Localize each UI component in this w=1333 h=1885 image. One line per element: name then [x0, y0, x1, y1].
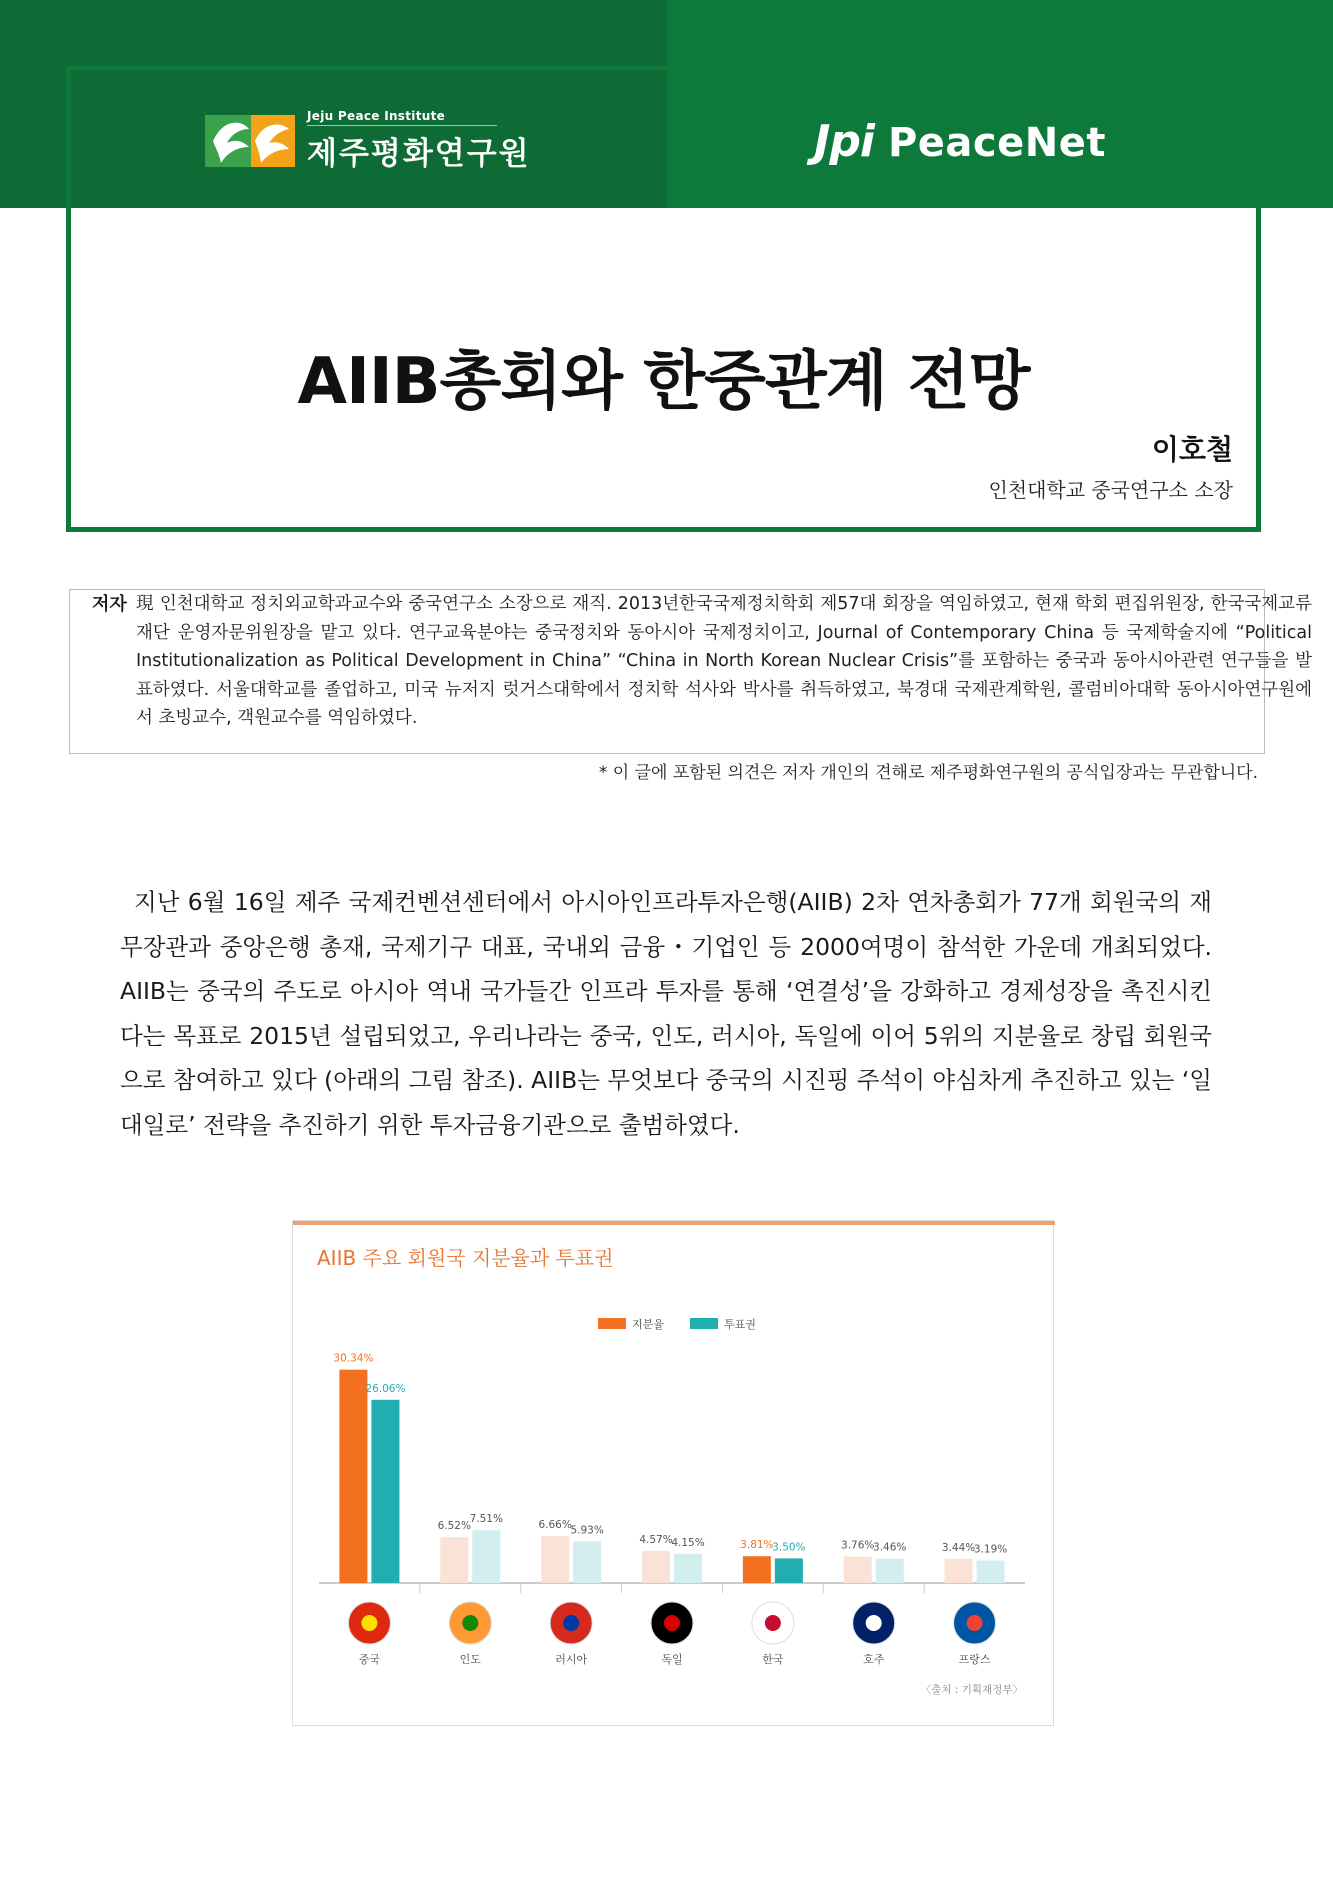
bar-vote — [674, 1554, 702, 1583]
bar-share — [844, 1557, 872, 1583]
flag-icon-emblem — [563, 1615, 579, 1631]
institute-name-ko: 제주평화연구원 — [307, 136, 531, 172]
bar-share — [440, 1537, 468, 1583]
author-affiliation: 인천대학교 중국연구소 소장 — [988, 478, 1233, 502]
bar-vote — [977, 1561, 1005, 1583]
bar-vote — [876, 1559, 904, 1583]
author-bio-box — [69, 589, 1312, 754]
author-name: 이호철 — [1151, 433, 1233, 466]
bar-share — [743, 1556, 771, 1583]
peacenet-logo — [814, 116, 1106, 167]
data-label-share: 4.57% — [639, 1533, 673, 1546]
chart-source: 〈출처 : 기획재정부〉 — [920, 1684, 1023, 1696]
data-label-share: 3.44% — [941, 1541, 976, 1554]
legend-label-vote: 투표권 — [724, 1318, 756, 1331]
category-label: 한국 — [762, 1653, 784, 1666]
flag-icon-emblem — [866, 1615, 882, 1631]
data-label-share: 3.76% — [841, 1539, 875, 1552]
chart-top-accent — [293, 1221, 1055, 1225]
institute-name-en: Jeju Peace Institute — [307, 109, 497, 126]
aiib-chart — [292, 1220, 1054, 1726]
bar-vote — [371, 1400, 399, 1583]
data-label-vote: 7.51% — [469, 1513, 503, 1526]
data-label-vote: 5.93% — [570, 1524, 604, 1537]
document-title: AIIB총회와 한중관계 전망 — [297, 345, 1030, 419]
category-label: 호주 — [863, 1653, 885, 1666]
bio-text: 現 인천대학교 정치외교학과교수와 중국연구소 소장으로 재직. 2013년한국국제정치학회 제57대 회장을 역임하였고, 현재 학회 편집위원장, 한국국제교류재단 운영자문위원장을 맡고 있다. 연구교육분야는 중국정치와 동아시아 국제정치이고, Journal of Contemporary China 등 국제학술지에 “Political Institutionalization as Political Development in China” “China in North Korean Nuclear Crisis”를 포함하는 중국과 동아시아관련 연구들을 발표하였다. 서울대학교를 졸업하고, 미국 뉴저지 럿거스대학에서 정치학 석사와 박사를 취득하였고, 북경대 국제관계학원, 콜럼비아대학 동아시아연구원에서 초빙교수, 객원교수를 역임하였다. — [136, 594, 1312, 728]
legend-swatch-share — [598, 1318, 626, 1329]
flag-icon-emblem — [462, 1615, 478, 1631]
data-label-vote: 4.15% — [671, 1536, 705, 1549]
data-label-vote: 3.19% — [973, 1543, 1008, 1556]
flag-icon-emblem — [664, 1615, 680, 1631]
category-label: 중국 — [358, 1653, 381, 1666]
data-label-vote: 3.46% — [873, 1541, 907, 1554]
data-label-vote: 3.50% — [772, 1541, 806, 1554]
data-label-share: 3.81% — [740, 1539, 774, 1552]
legend-label-share: 지분율 — [632, 1318, 664, 1331]
jpi-wordmark: Jpi — [814, 116, 874, 167]
disclaimer-note: * 이 글에 포함된 의견은 저자 개인의 견해로 제주평화연구원의 공식입장과는 무관합니다. — [598, 763, 1258, 783]
bar-share — [541, 1536, 569, 1583]
dove-logo-icon — [205, 109, 295, 173]
chart-svg — [293, 1221, 1055, 1727]
body-paragraph: 지난 6월 16일 제주 국제컨벤션센터에서 아시아인프라투자은행(AIIB) 2차 연차총회가 77개 회원국의 재무장관과 중앙은행 총재, 국제기구 대표, 국내외 금융・기업인 등 2000여명이 참석한 가운데 개최되었다. AIIB는 중국의 주도로 아시아 역내 국가들간 인프라 투자를 통해 ‘연결성’을 강화하고 경제성장을 촉진시킨다는 목표로 2015년 설립되었고, 우리나라는 중국, 인도, 러시아, 독일에 이어 5위의 지분율로 창립 회원국으로 참여하고 있다 (아래의 그림 참조). AIIB는 무엇보다 중국의 시진핑 주석이 야심차게 추진하고 있는 ‘일대일로’ 전략을 추진하기 위한 투자금융기관으로 출범하였다. — [120, 888, 1212, 1139]
category-label: 독일 — [661, 1653, 683, 1666]
peacenet-wordmark: PeaceNet — [887, 120, 1106, 166]
data-label-share: 6.52% — [437, 1520, 471, 1533]
bar-vote — [573, 1541, 601, 1583]
bar-share — [339, 1370, 367, 1583]
jeju-peace-institute-logo — [205, 106, 531, 176]
flag-icon-emblem — [765, 1615, 781, 1631]
body-text — [120, 880, 1212, 1147]
bar-share — [945, 1559, 973, 1583]
data-label-share: 30.34% — [333, 1352, 374, 1365]
bar-vote — [472, 1530, 500, 1583]
bio-label: 저자 — [92, 594, 127, 615]
bar-vote — [775, 1558, 803, 1583]
category-label: 인도 — [459, 1653, 481, 1666]
chart-title: AIIB 주요 회원국 지분율과 투표권 — [317, 1246, 614, 1270]
legend-swatch-vote — [690, 1318, 718, 1329]
category-label: 프랑스 — [958, 1653, 991, 1666]
flag-icon-emblem — [967, 1615, 983, 1631]
data-label-vote: 26.06% — [365, 1382, 406, 1395]
data-label-share: 6.66% — [538, 1519, 572, 1532]
bar-share — [642, 1551, 670, 1583]
flag-icon-emblem — [361, 1615, 377, 1631]
category-label: 러시아 — [555, 1653, 588, 1666]
